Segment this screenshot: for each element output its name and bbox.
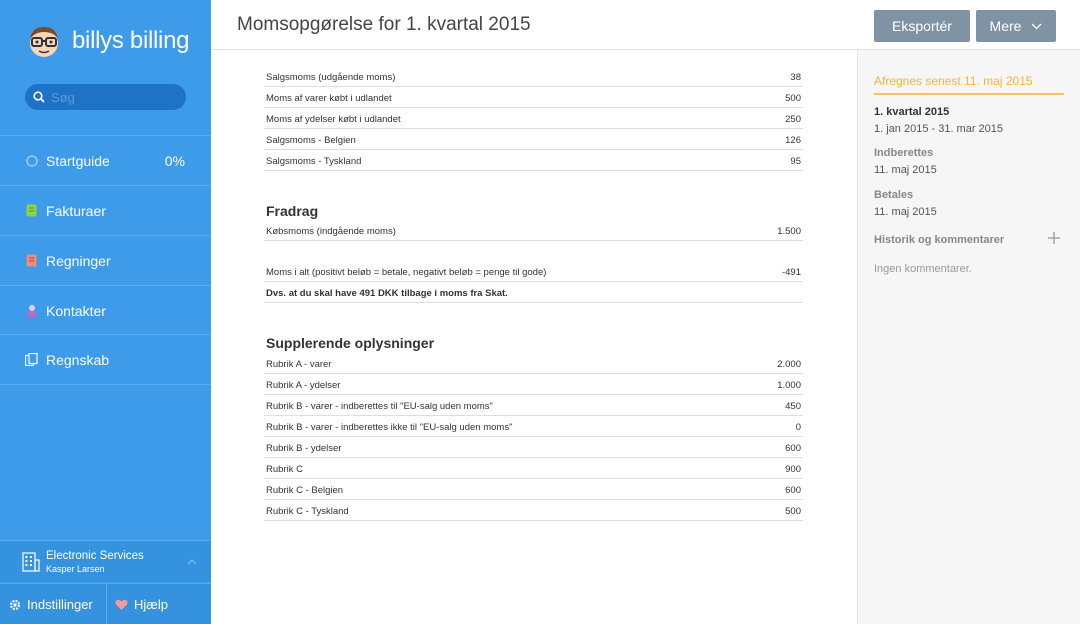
section-title-supplement: Supplerende oplysninger bbox=[266, 335, 435, 351]
due-date-heading: Afregnes senest 11. maj 2015 bbox=[874, 74, 1033, 88]
row-label: Salgsmoms (udgående moms) bbox=[266, 72, 396, 83]
row-label: Rubrik C bbox=[266, 464, 303, 475]
section-title-deductions: Fradrag bbox=[266, 203, 319, 219]
row-value: 1.500 bbox=[777, 226, 801, 237]
table-row bbox=[264, 374, 803, 395]
vat-report bbox=[211, 50, 857, 624]
search-icon bbox=[33, 91, 45, 103]
row-value: 38 bbox=[790, 72, 801, 83]
report-date: 11. maj 2015 bbox=[874, 164, 937, 176]
help-label: Hjælp bbox=[134, 597, 168, 612]
row-label: Moms af varer købt i udlandet bbox=[266, 93, 392, 104]
row-value: 0 bbox=[795, 422, 801, 433]
row-label: Rubrik B - ydelser bbox=[266, 443, 342, 454]
row-label: Salgsmoms - Belgien bbox=[266, 135, 356, 146]
building-icon bbox=[22, 552, 40, 572]
table-row bbox=[264, 416, 803, 437]
sidebar-item-label: Startguide bbox=[46, 152, 110, 169]
row-value: 250 bbox=[785, 114, 801, 125]
heart-icon bbox=[115, 599, 128, 611]
row-label: Rubrik A - ydelser bbox=[266, 380, 341, 391]
organization-name: Electronic Services bbox=[46, 549, 144, 562]
report-label: Indberettes bbox=[874, 147, 934, 159]
table-row bbox=[264, 66, 803, 87]
row-value: 500 bbox=[785, 93, 801, 104]
organization-info bbox=[46, 550, 144, 574]
logo[interactable] bbox=[26, 18, 189, 64]
settings-label: Indstillinger bbox=[27, 597, 93, 612]
sidebar-item-startguide[interactable] bbox=[0, 136, 211, 185]
total-row bbox=[264, 261, 803, 282]
organization-switcher[interactable] bbox=[0, 540, 211, 582]
table-row bbox=[264, 129, 803, 150]
row-value: 600 bbox=[785, 485, 801, 496]
user-name: Kasper Larsen bbox=[46, 563, 105, 574]
table-row bbox=[264, 150, 803, 171]
period-range: 1. jan 2015 - 31. mar 2015 bbox=[874, 123, 1004, 135]
help-button[interactable] bbox=[107, 584, 168, 624]
row-value: 500 bbox=[785, 506, 801, 517]
settings-button[interactable] bbox=[0, 584, 107, 624]
pay-label: Betales bbox=[874, 189, 914, 201]
details-panel bbox=[857, 50, 1080, 624]
row-value: 126 bbox=[785, 135, 801, 146]
divider bbox=[0, 384, 211, 385]
table-row bbox=[264, 458, 803, 479]
row-label: Rubrik B - varer - indberettes til "EU-salg uden moms" bbox=[266, 401, 493, 412]
table-row bbox=[264, 220, 803, 241]
gear-icon bbox=[9, 599, 21, 611]
table-row bbox=[264, 500, 803, 521]
table-row bbox=[264, 108, 803, 129]
row-value: 95 bbox=[790, 156, 801, 167]
add-comment-icon[interactable] bbox=[1047, 231, 1061, 245]
sidebar-item-regninger[interactable] bbox=[0, 236, 211, 285]
ledger-icon bbox=[25, 353, 38, 367]
pay-date: 11. maj 2015 bbox=[874, 206, 937, 218]
page-title: Momsopgørelse for 1. kvartal 2015 bbox=[237, 14, 531, 35]
bill-icon bbox=[25, 254, 38, 268]
row-label: Moms af ydelser købt i udlandet bbox=[266, 114, 401, 125]
search-input[interactable] bbox=[51, 90, 171, 105]
table-row bbox=[264, 395, 803, 416]
sidebar-footer bbox=[0, 583, 211, 624]
logo-face-icon bbox=[26, 23, 62, 59]
sidebar-item-label: Kontakter bbox=[46, 302, 106, 319]
contact-icon bbox=[25, 304, 38, 318]
total-note-row bbox=[264, 282, 803, 303]
row-value: 900 bbox=[785, 464, 801, 475]
row-value: 600 bbox=[785, 443, 801, 454]
table-row bbox=[264, 353, 803, 374]
chevron-down-icon bbox=[1031, 23, 1042, 30]
row-label: Rubrik C - Belgien bbox=[266, 485, 344, 496]
export-button[interactable]: Eksportér bbox=[874, 10, 970, 42]
chevron-up-icon bbox=[187, 559, 197, 565]
row-label: Rubrik C - Tyskland bbox=[266, 506, 349, 517]
row-value: 450 bbox=[785, 401, 801, 412]
table-row bbox=[264, 437, 803, 458]
history-heading: Historik og kommentarer bbox=[874, 234, 1005, 246]
table-row bbox=[264, 479, 803, 500]
more-label: Mere bbox=[989, 18, 1022, 34]
sidebar-item-fakturaer[interactable] bbox=[0, 186, 211, 235]
sidebar-item-regnskab[interactable] bbox=[0, 335, 211, 384]
row-label: Rubrik A - varer bbox=[266, 359, 332, 370]
divider bbox=[874, 93, 1064, 95]
sidebar-item-label: Regnskab bbox=[46, 351, 110, 368]
row-label: Salgsmoms - Tyskland bbox=[266, 156, 362, 167]
row-value: 2.000 bbox=[777, 359, 801, 370]
no-comments-text: Ingen kommentarer. bbox=[874, 263, 972, 275]
circle-icon bbox=[25, 154, 38, 168]
startguide-progress: 0% bbox=[164, 152, 185, 169]
sidebar bbox=[0, 0, 211, 624]
table-row bbox=[264, 87, 803, 108]
sidebar-item-kontakter[interactable] bbox=[0, 286, 211, 335]
total-label: Moms i alt (positivt beløb = betale, negativt beløb = penge til gode) bbox=[266, 267, 547, 278]
total-value: -491 bbox=[781, 267, 801, 278]
sidebar-item-label: Regninger bbox=[46, 252, 111, 269]
invoice-icon bbox=[25, 204, 38, 218]
search-box[interactable] bbox=[25, 84, 186, 110]
row-value: 1.000 bbox=[777, 380, 801, 391]
page-header bbox=[211, 0, 1080, 50]
logo-text: billys billing bbox=[72, 27, 190, 54]
row-label: Købsmoms (indgående moms) bbox=[266, 226, 396, 237]
sidebar-item-label: Fakturaer bbox=[46, 202, 106, 219]
more-button[interactable] bbox=[976, 10, 1056, 42]
row-label: Rubrik B - varer - indberettes ikke til "EU-salg uden moms" bbox=[266, 422, 513, 433]
total-note: Dvs. at du skal have 491 DKK tilbage i moms fra Skat. bbox=[266, 288, 508, 299]
period-title: 1. kvartal 2015 bbox=[874, 106, 950, 118]
